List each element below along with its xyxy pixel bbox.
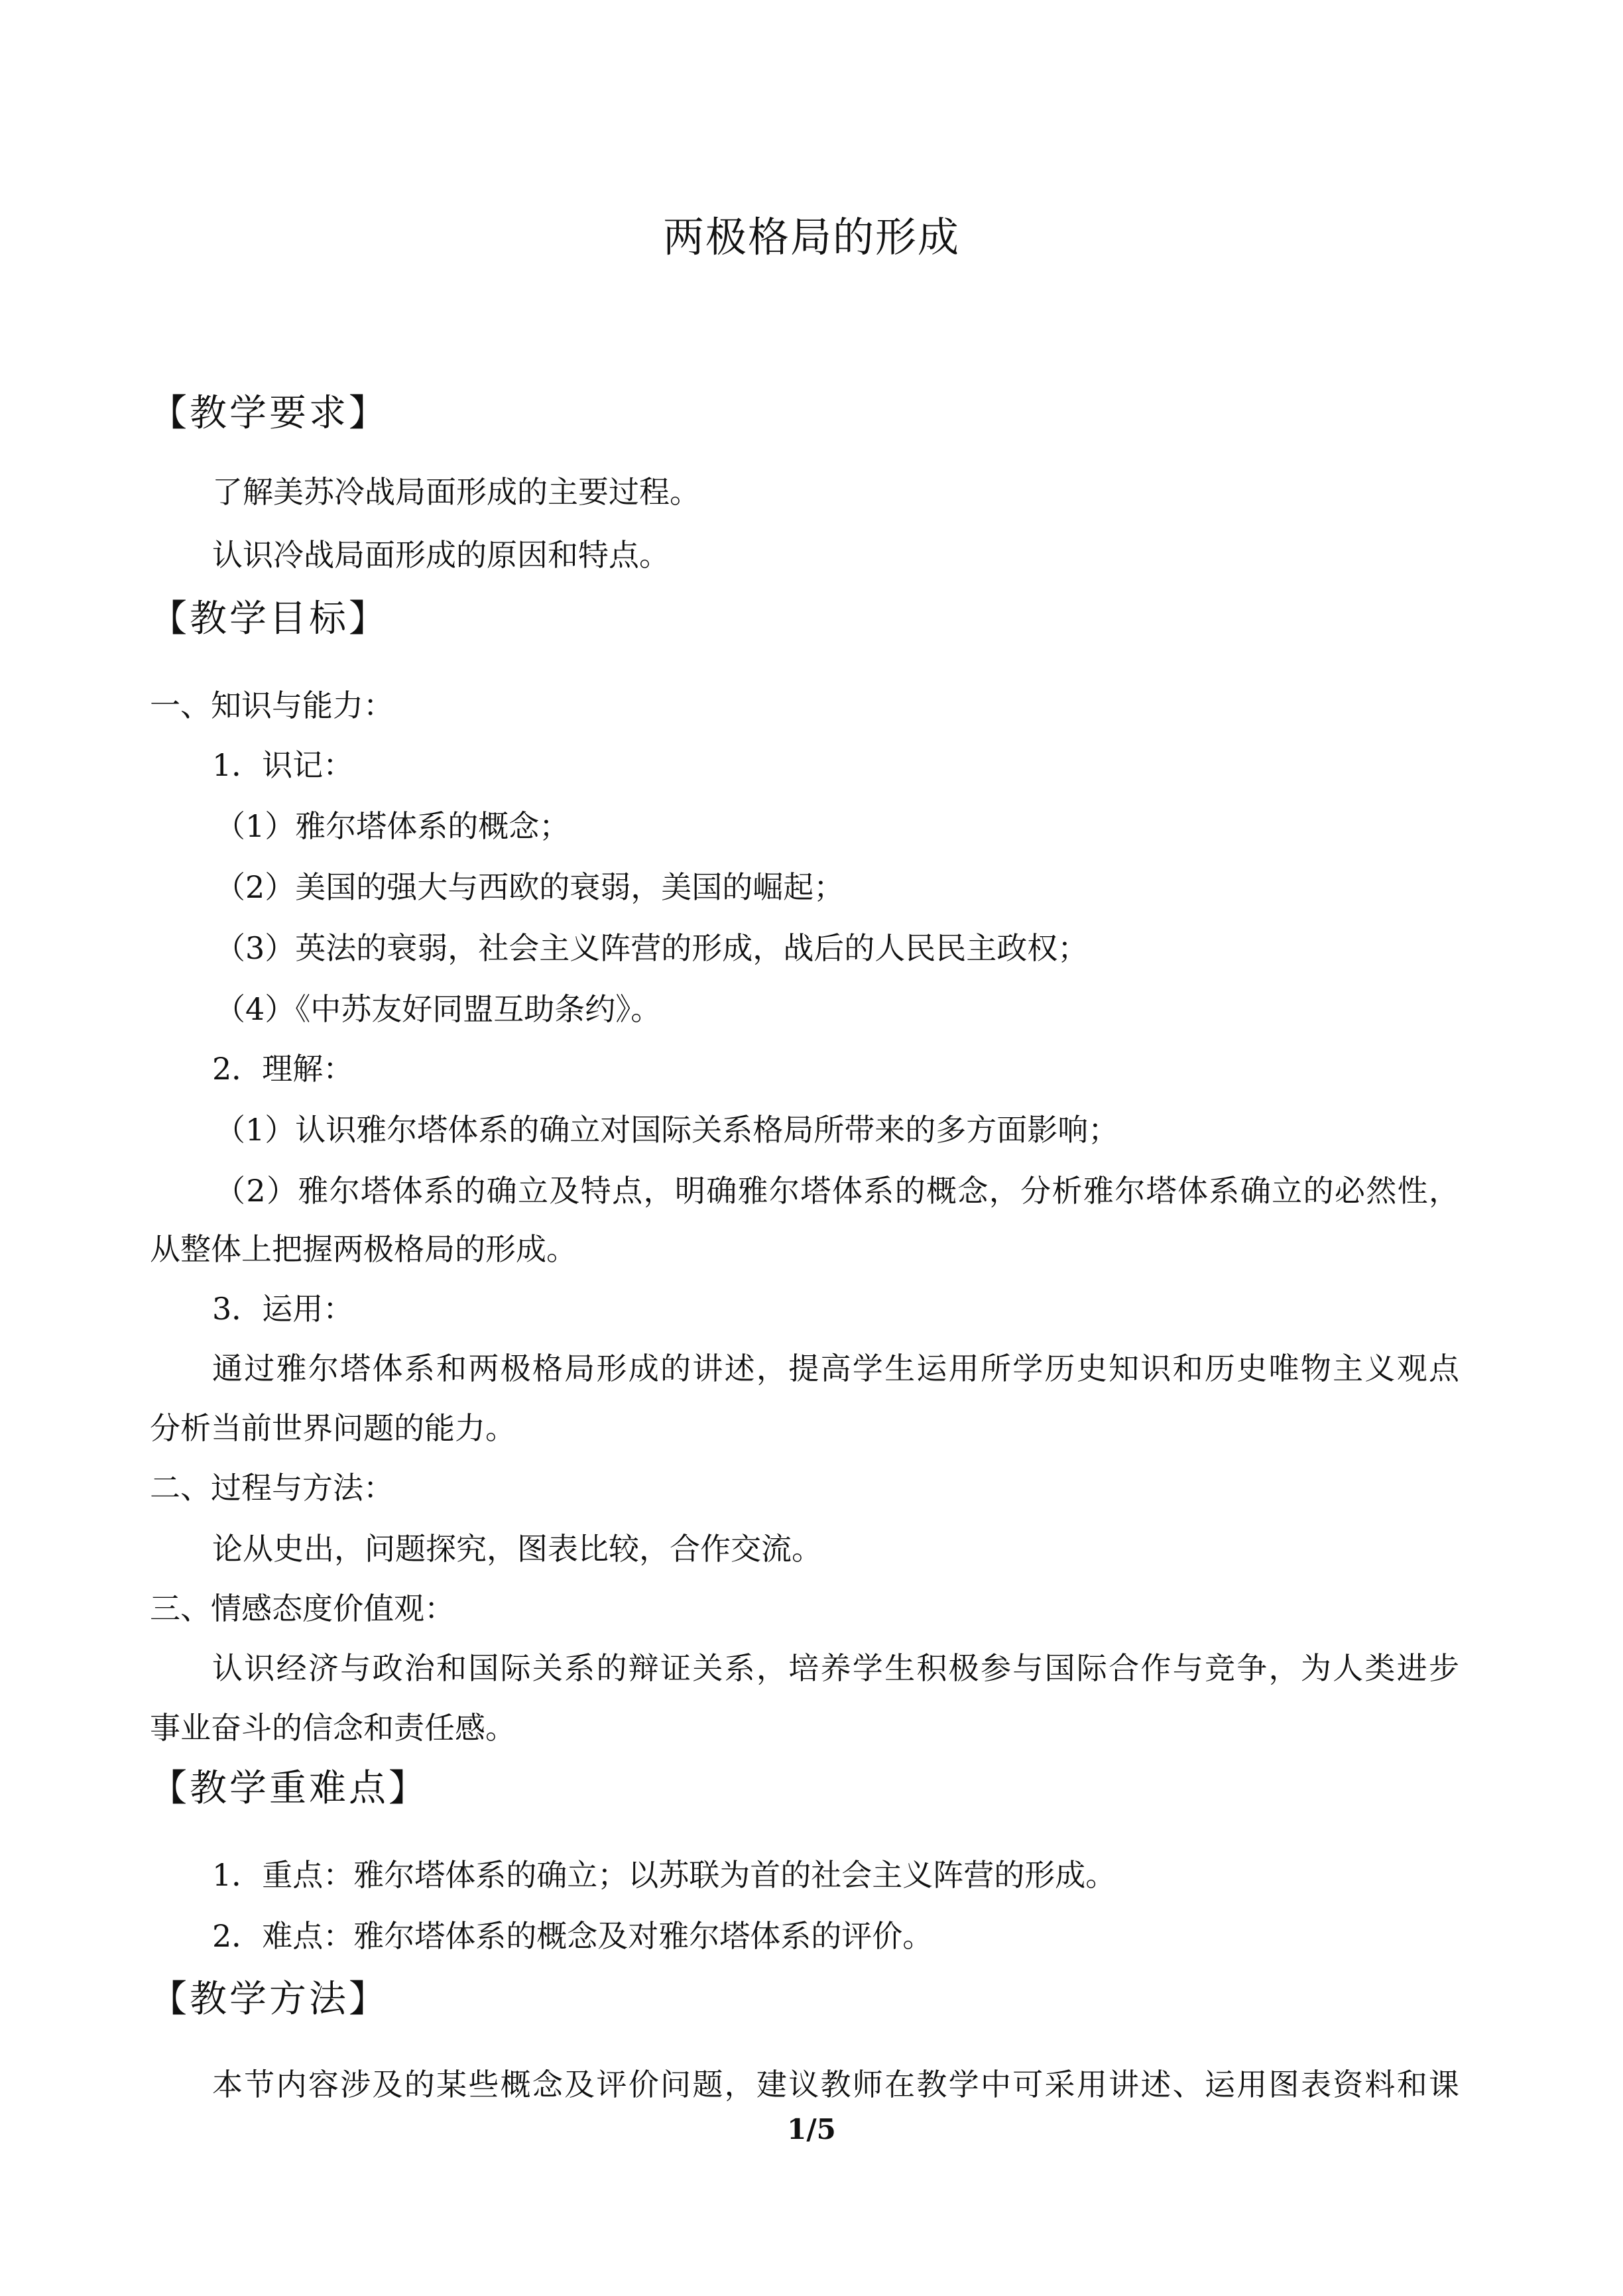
page-number: 1/5 <box>787 2113 836 2145</box>
requirements-line: 了解美苏冷战局面形成的主要过程。 <box>212 474 700 510</box>
apply-label: 3．运用： <box>212 1291 354 1327</box>
document-title: 两极格局的形成 <box>662 213 960 261</box>
objectives-part3: 三、情感态度价值观： <box>150 1591 455 1626</box>
methods-line: 本节内容涉及的某些概念及评价问题，建议教师在教学中可采用讲述、运用图表资料和课 <box>212 2067 1460 2102</box>
apply-line: 分析当前世界问题的能力。 <box>150 1410 516 1446</box>
objectives-part1: 一、知识与能力： <box>150 688 394 723</box>
section-heading-requirements: 【教学要求】 <box>150 392 389 435</box>
requirements-line: 认识冷战局面形成的原因和特点。 <box>212 537 670 573</box>
memorize-item: （4）《中苏友好同盟互助条约》。 <box>215 991 662 1027</box>
understand-label: 2．理解： <box>212 1051 354 1087</box>
key-point-line: 2．难点：雅尔塔体系的概念及对雅尔塔体系的评价。 <box>212 1918 933 1954</box>
memorize-item: （2）美国的强大与西欧的衰弱，美国的崛起； <box>215 869 845 905</box>
memorize-item: （3）英法的衰弱，社会主义阵营的形成，战后的人民民主政权； <box>215 930 1089 966</box>
memorize-item: （1）雅尔塔体系的概念； <box>215 808 570 844</box>
understand-item: （2）雅尔塔体系的确立及特点，明确雅尔塔体系的概念，分析雅尔塔体系确立的必然性， <box>215 1173 1460 1209</box>
apply-line: 通过雅尔塔体系和两极格局形成的讲述，提高学生运用所学历史知识和历史唯物主义观点 <box>212 1351 1460 1386</box>
objectives-part2-text: 论从史出，问题探究，图表比较，合作交流。 <box>212 1531 822 1567</box>
objectives-part3-line: 事业奋斗的信念和责任感。 <box>150 1710 516 1746</box>
section-heading-key-points: 【教学重难点】 <box>150 1767 428 1810</box>
understand-item: 从整体上把握两极格局的形成。 <box>150 1231 577 1267</box>
section-heading-methods: 【教学方法】 <box>150 1978 389 2021</box>
key-point-line: 1．重点：雅尔塔体系的确立；以苏联为首的社会主义阵营的形成。 <box>212 1857 1116 1893</box>
section-heading-objectives: 【教学目标】 <box>150 597 389 640</box>
memorize-label: 1．识记： <box>212 747 354 783</box>
understand-item: （1）认识雅尔塔体系的确立对国际关系格局所带来的多方面影响； <box>215 1112 1119 1148</box>
objectives-part3-line: 认识经济与政治和国际关系的辩证关系，培养学生积极参与国际合作与竞争，为人类进步 <box>212 1650 1460 1686</box>
objectives-part2: 二、过程与方法： <box>150 1470 394 1506</box>
